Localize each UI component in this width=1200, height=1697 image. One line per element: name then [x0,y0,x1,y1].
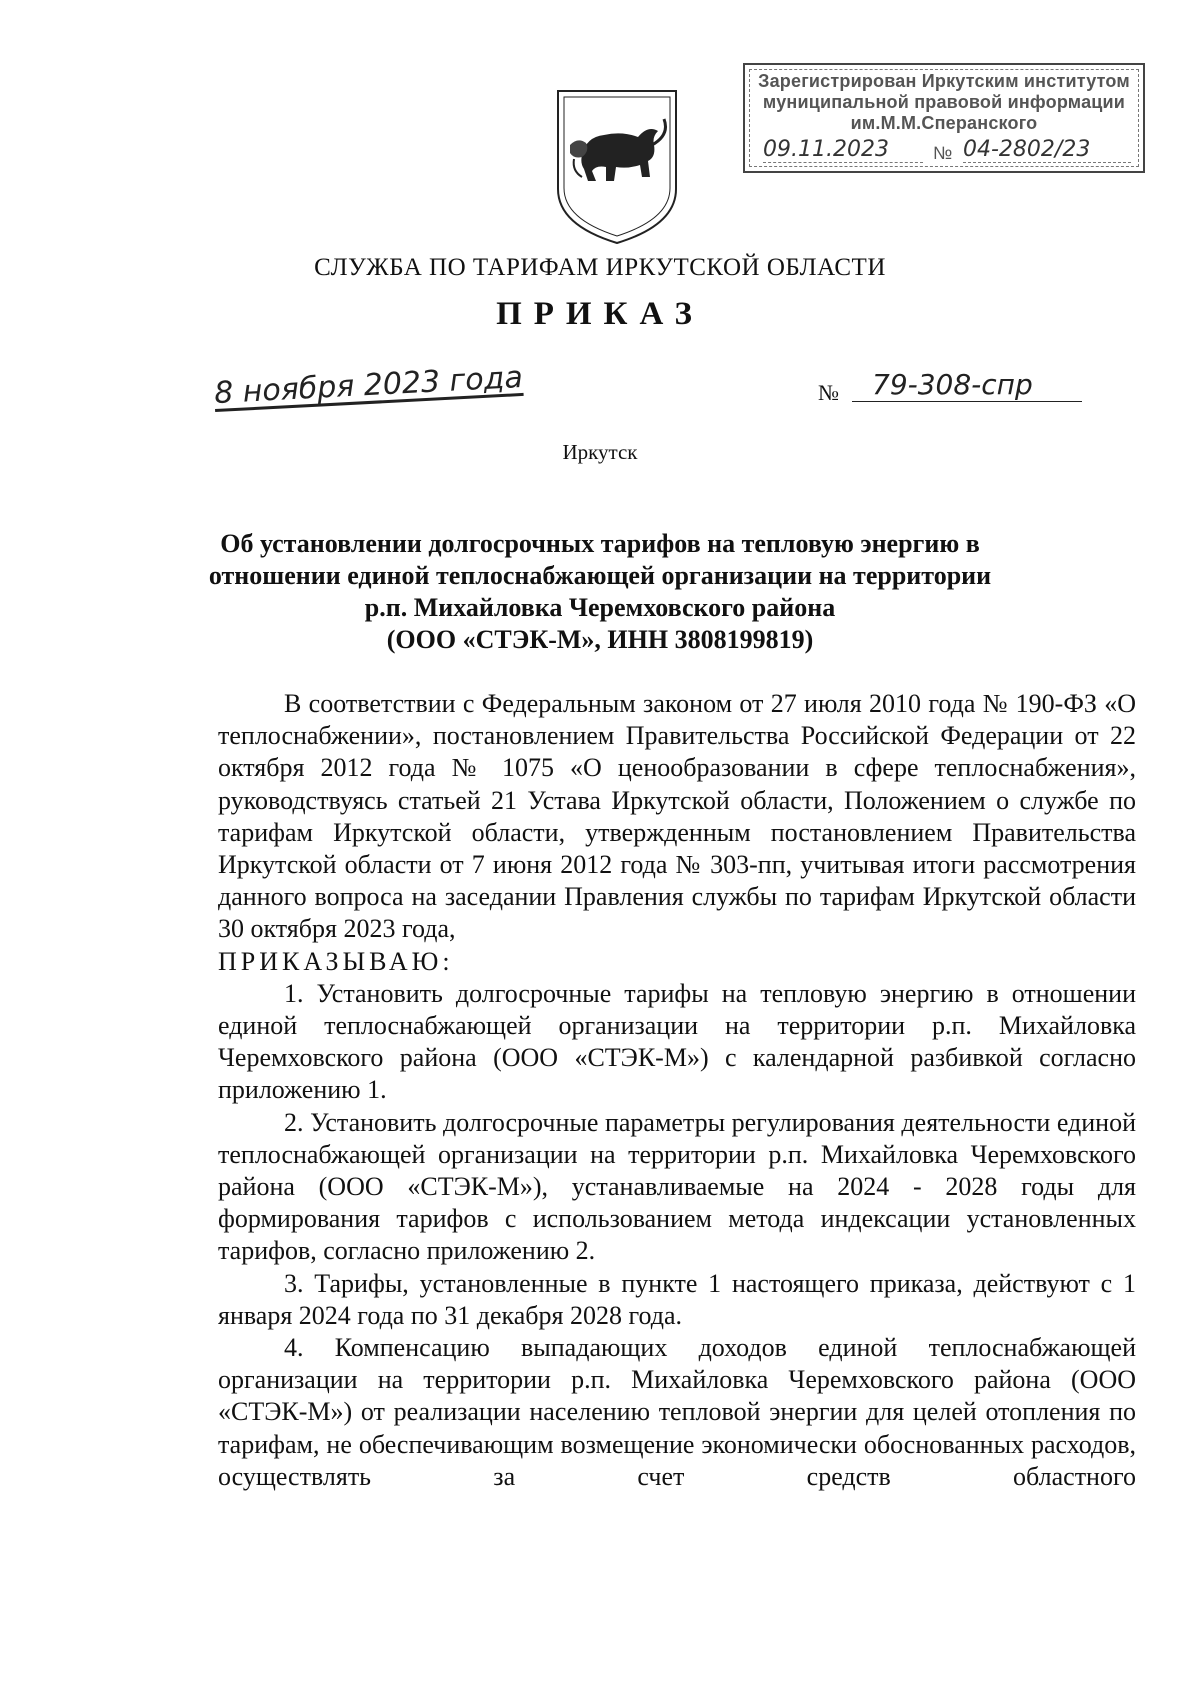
order-subject [0,528,1200,656]
stamp-number-label: № [933,143,953,163]
document-type-title: ПРИКАЗ [496,296,704,332]
handwritten-order-number: 79-308-спр [852,368,1082,402]
subject-line-4: (ООО «СТЭК-М», ИНН 3808199819) [386,625,814,654]
order-number-label: № [818,380,839,405]
agency-name: СЛУЖБА ПО ТАРИФАМ ИРКУТСКОЙ ОБЛАСТИ [314,254,886,281]
stamp-line-2: муниципальной правовой информации [762,92,1126,112]
subject-line-1: Об установлении долгосрочных тарифов на тепловую энергию в [220,529,980,558]
item-4-paragraph: 4. Компенсацию выпадающих доходов единой теплоснабжающей организации на территории р.п. Михайловка Черемховского района (ООО «СТЭК-М») от реализации населению тепловой энергии для целей отопления по тарифам, не обеспечивающим возмещение экономически обоснованных расходов, осуществлять за счет средств областного [218,1333,1136,1491]
subject-line-3: р.п. Михайловка Черемховского района [364,593,836,622]
stamp-number: 04-2802/23 [963,137,1131,163]
coat-of-arms-icon [552,85,682,247]
item-2-paragraph: 2. Установить долгосрочные параметры регулирования деятельности единой теплоснабжающей организации на территории р.п. Михайловка Черемховского района (ООО «СТЭК-М»), устанавливаемые на 2024 - 2028 годы для формирования тарифов с использованием метода индексации установленных тарифов, согласно приложению 2. [218,1107,1136,1266]
item-3-paragraph: 3. Тарифы, установленные в пункте 1 настоящего приказа, действуют с 1 января 2024 года по 31 декабря 2028 года. [218,1268,1136,1330]
stamp-line-3: им.М.М.Сперанского [850,113,1038,133]
preamble-paragraph: В соответствии с Федеральным законом от 27 июля 2010 года № 190-ФЗ «О теплоснабжении», постановлением Правительства Российской Федерации от 22 октября 2012 года № 1075 «О ценообразовании в сфере теплоснабжения», руководствуясь статьей 21 Устава Иркутской области, Положением о службе по тарифам Иркутской области, утвержденным постановлением Правительства Иркутской области от 7 июня 2012 года № 303-пп, учитывая итоги рассмотрения данного вопроса на заседании Правления службы по тарифам Иркутской области 30 октября 2023 года, [218,689,1136,944]
order-body [218,688,1136,1493]
stamp-date: 09.11.2023 [763,137,923,163]
stamp-line-1: Зарегистрирован Иркутским институтом [758,71,1130,91]
handwritten-date: 8 ноября 2023 года [213,359,524,412]
subject-line-2: отношении единой теплоснабжающей организации на территории [208,561,992,590]
registration-stamp [743,63,1145,173]
item-1-paragraph: 1. Установить долгосрочные тарифы на тепловую энергию в отношении единой теплоснабжающей организации на территории р.п. Михайловка Черемховского района (ООО «СТЭК-М») с календарной разбивкой согласно приложению 1. [218,978,1136,1105]
order-directive-word: ПРИКАЗЫВАЮ: [218,946,454,976]
city-name: Иркутск [562,440,638,464]
